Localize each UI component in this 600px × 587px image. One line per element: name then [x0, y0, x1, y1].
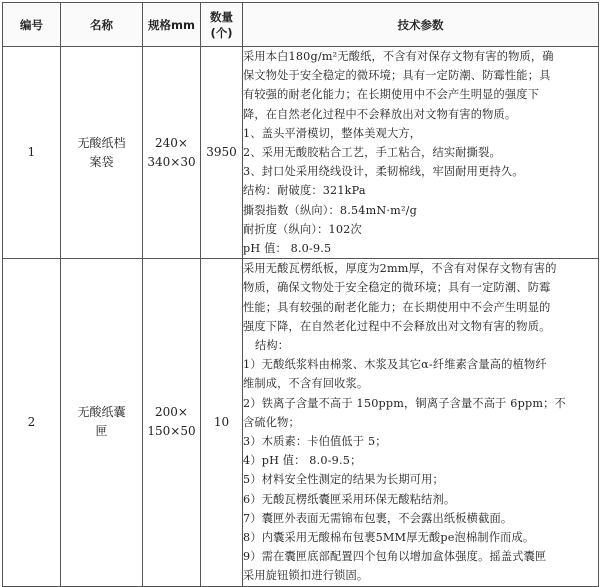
row-1-params [243, 47, 599, 259]
row-2-spec-line1: 200× [155, 405, 188, 420]
row-2-name [61, 259, 143, 586]
row-2-name-line2: 匣 [95, 424, 108, 439]
header-qty-line1: 数量 [210, 9, 233, 24]
row-2-param-line: 采用旋钮锁扣进行锁固。 [243, 569, 369, 583]
row-2-param-line: 7）囊匣外表面无需锦布包裹，不会露出纸板横截面。 [243, 511, 513, 525]
row-2-spec-line2: 150×50 [147, 424, 196, 439]
row-2-param-line: 1）无酸纸浆料由棉浆、木浆及其它α-纤维素含量高的植物纤 [243, 358, 547, 372]
header-params: 技术参数 [243, 3, 599, 47]
row-2-param-line: 物质，确保文物处于安全稳定的微环境；具有一定防潮、防霉 [243, 281, 551, 295]
row-1-spec [143, 47, 201, 259]
row-2-qty: 10 [201, 259, 243, 586]
row-2-name-line1: 无酸纸囊 [77, 405, 126, 420]
table-row [3, 47, 599, 259]
header-no: 编号 [3, 3, 61, 47]
row-1-spec-line1: 240× [155, 135, 188, 150]
table-header-row [3, 3, 599, 47]
row-1-name-line2: 案袋 [89, 154, 114, 169]
row-1-name-line1: 无酸纸档 [77, 135, 126, 150]
row-1-param-line: 撕裂指数（纵向）：8.54mN·m²/g [243, 203, 417, 217]
row-1-name [61, 47, 143, 259]
row-1-param-line: pH 值： 8.0-9.5 [243, 242, 332, 256]
row-1-param-line: 结构：耐破度：321kPa [243, 184, 366, 198]
row-2-param-line: 2）铁离子含量不高于 150ppm，铜离子含量不高于 6ppm；不 [243, 396, 566, 410]
row-1-param-line: 采用本白180g/m²无酸纸，不含有对保存文物有害的物质，确 [243, 50, 554, 63]
row-2-param-line: 性能；具有较强的耐老化能力；在长期使用中不会产生明显的 [243, 300, 551, 314]
row-2-param-line: 结构： [255, 339, 290, 353]
row-1-param-line: 有较强的耐老化能力；在长期使用中不会产生明显的强度下 [243, 88, 540, 102]
row-2-param-line: 5）材料安全性测定的结果为长期可用； [243, 473, 444, 487]
row-2-param-line: 采用无酸瓦楞纸板，厚度为2mm厚，不含有对保存文物有害的 [243, 262, 557, 276]
row-1-param-line: 降，在自然老化过程中不会释放出对文物有害的物质。 [243, 107, 517, 121]
row-1-qty: 3950 [201, 47, 243, 259]
row-1-spec-line2: 340×30 [147, 154, 196, 169]
header-qty-line2: (个) [210, 25, 233, 40]
row-1-param-line: 耐折度（纵向）：102次 [243, 222, 362, 236]
technical-spec-table [2, 2, 599, 587]
row-2-param-line: 3）木质素：卡伯值低于 5； [243, 435, 387, 449]
row-1-param-line: 2、采用无酸胶粘合工艺，手工粘合，结实耐撕裂。 [243, 146, 501, 160]
header-name: 名称 [61, 3, 143, 47]
row-2-param-line: 维制成，不含有回收浆。 [243, 377, 369, 391]
row-2-param-line: 强度下降，在自然老化过程中不会释放出对文物有害的物质。 [243, 319, 551, 333]
row-2-params [243, 259, 599, 586]
row-2-param-line: 9）需在囊匣底部配置四个包角以增加盒体强度。摇盖式囊匣 [243, 550, 547, 564]
row-2-param-line: 6）无酸瓦楞纸囊匣采用环保无酸粘结剂。 [243, 492, 456, 506]
row-2-param-line: 含硫化物； [243, 415, 300, 429]
row-2-param-line: 4）pH 值： 8.0-9.5； [243, 454, 362, 468]
row-2-spec [143, 259, 201, 586]
row-2-no: 2 [3, 259, 61, 586]
header-spec: 规格mm [143, 3, 201, 47]
header-qty [201, 3, 243, 47]
row-1-no: 1 [3, 47, 61, 259]
row-1-param-line: 保文物处于安全稳定的微环境；具有一定防潮、防霉性能；具 [243, 69, 551, 83]
row-2-param-line: 8）内囊采用无酸棉布包裹5MM厚无酸pe泡棉制作而成。 [243, 531, 535, 545]
row-1-param-line: 3、封口处采用绕线设计，柔韧棉线，牢固耐用更持久。 [243, 165, 524, 179]
table-row [3, 259, 599, 586]
row-1-param-line: 1、盖头平滑模切，整体美观大方， [243, 126, 422, 140]
